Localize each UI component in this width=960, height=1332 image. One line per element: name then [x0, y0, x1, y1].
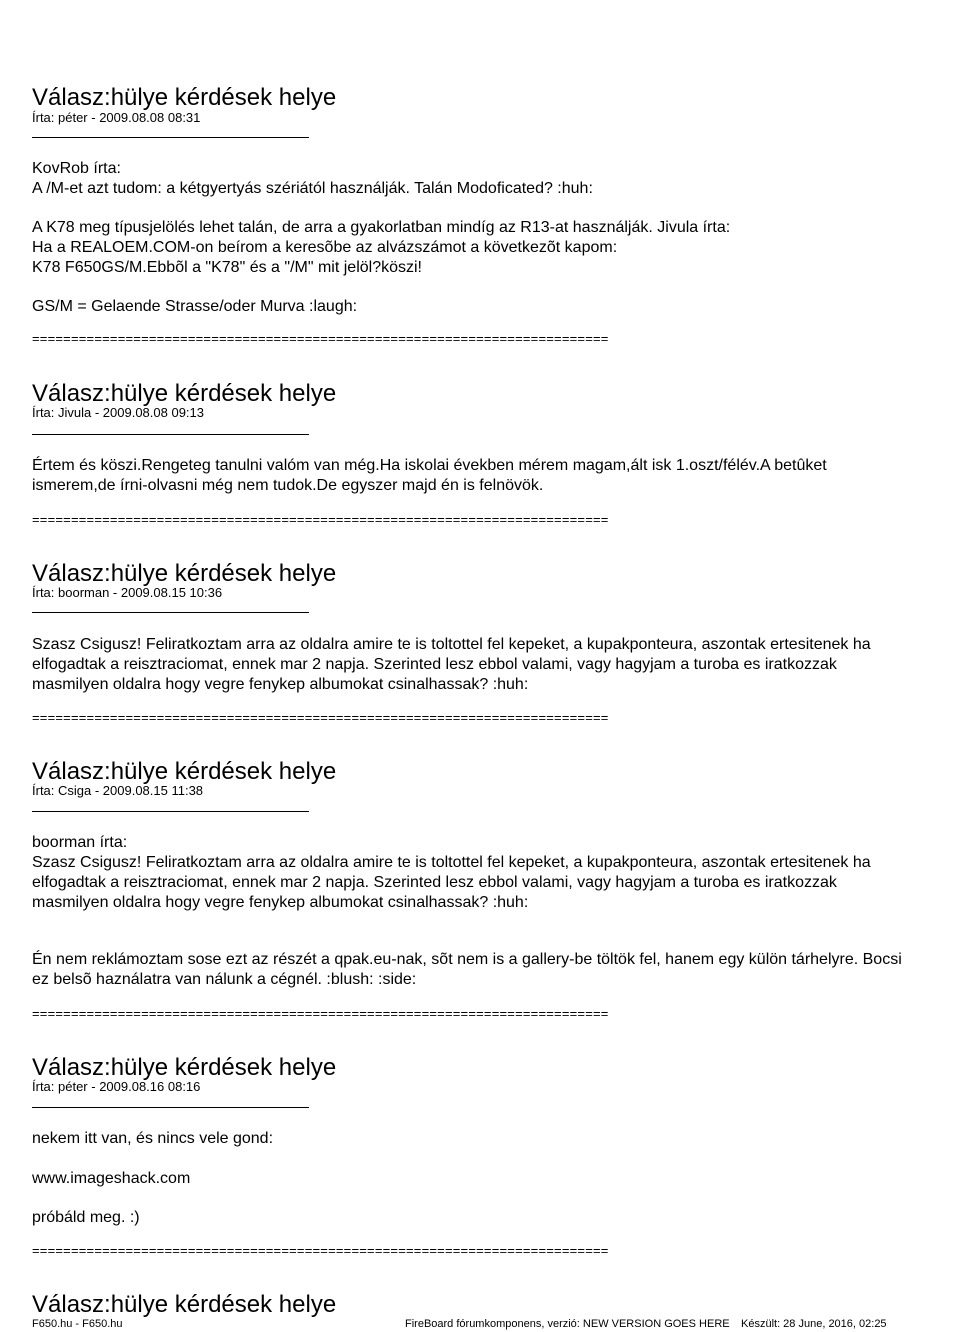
post-meta: Írta: Csiga - 2009.08.15 11:38	[32, 783, 204, 798]
post-separator: ==========================================================================	[32, 331, 609, 346]
post-divider	[32, 434, 309, 435]
post-text-line: Én nem reklámoztam sose ezt az részét a qpak.eu-nak, sõt nem is a gallery-be töltök fel, hanem egy külön tárhelyre. Bocsi	[32, 951, 902, 968]
post-title: Válasz:hülye kérdések helye	[32, 1291, 337, 1318]
post-text-line: elfogadtak a reisztraciomat, ennek mar 2 napja. Szerinted lesz ebbol valami, vagy hagyjam a turoba es iratkozzak	[32, 656, 837, 673]
post-divider	[32, 137, 309, 138]
post-text-line: masmilyen oldalra hogy vegre fenykep albumokat csinalhassak? :huh:	[32, 676, 529, 693]
post-divider	[32, 612, 309, 613]
quote-author: KovRob írta:	[32, 160, 121, 177]
post-separator: ==========================================================================	[32, 1243, 609, 1258]
post-meta: Írta: Jivula - 2009.08.08 09:13	[32, 405, 205, 420]
post-divider	[32, 811, 309, 812]
post-text-line: A /M-et azt tudom: a kétgyertyás szériától használják. Talán Modoficated? :huh:	[32, 180, 593, 197]
post-text-line: GS/M = Gelaende Strasse/oder Murva :laugh:	[32, 298, 358, 315]
post-divider	[32, 1107, 309, 1108]
post-text-line: nekem itt van, és nincs vele gond:	[32, 1130, 274, 1147]
post-text-line: Szasz Csigusz! Feliratkoztam arra az oldalra amire te is toltottel fel kepeket, a kupakponteura, aszontak ertesitenek ha	[32, 854, 871, 871]
post-text-line: próbáld meg. :)	[32, 1209, 140, 1226]
post-text-line: Ha a REALOEM.COM-on beírom a keresõbe az alvázszámot a következõt kapom:	[32, 239, 618, 256]
post-separator: ==========================================================================	[32, 710, 609, 725]
post-text-line: elfogadtak a reisztraciomat, ennek mar 2 napja. Szerinted lesz ebbol valami, vagy hagyjam a turoba es iratkozzak	[32, 874, 837, 891]
post-meta: Írta: péter - 2009.08.16 08:16	[32, 1079, 201, 1094]
post-separator: ==========================================================================	[32, 1006, 609, 1021]
post-text-line: A K78 meg típusjelölés lehet talán, de arra a gyakorlatban mindíg az R13-at használják. Jivula írta:	[32, 219, 731, 236]
post-title: Válasz:hülye kérdések helye	[32, 380, 337, 407]
post-text-line: masmilyen oldalra hogy vegre fenykep albumokat csinalhassak? :huh:	[32, 894, 529, 911]
post-link[interactable]: www.imageshack.com	[32, 1170, 191, 1187]
post-text-line: ismerem,de írni-olvasni még nem tudok.De egyszer majd én is felnövök.	[32, 477, 544, 494]
post-title: Válasz:hülye kérdések helye	[32, 1054, 337, 1081]
post-separator: ==========================================================================	[32, 512, 609, 527]
post-text-line: K78 F650GS/M.Ebbõl a "K78" és a "/M" mit jelöl?köszi!	[32, 259, 422, 276]
post-text-line: Szasz Csigusz! Feliratkoztam arra az oldalra amire te is toltottel fel kepeket, a kupakponteura, aszontak ertesitenek ha	[32, 636, 871, 653]
post-title: Válasz:hülye kérdések helye	[32, 84, 337, 111]
post-meta: Írta: péter - 2009.08.08 08:31	[32, 110, 201, 125]
post-title: Válasz:hülye kérdések helye	[32, 758, 337, 785]
footer-component: FireBoard fórumkomponens, verzió: NEW VERSION GOES HERE	[405, 1318, 730, 1330]
footer-site: F650.hu - F650.hu	[32, 1318, 123, 1330]
post-text-line: ez belsõ haználatra van nálunk a cégnél. :blush: :side:	[32, 971, 417, 988]
footer-generated: Készült: 28 June, 2016, 02:25	[741, 1318, 887, 1330]
post-text-line: Értem és köszi.Rengeteg tanulni valóm van még.Ha iskolai években mérem magam,ált isk 1.oszt/félév.A betûket	[32, 457, 827, 474]
post-meta: Írta: boorman - 2009.08.15 10:36	[32, 585, 223, 600]
post-title: Válasz:hülye kérdések helye	[32, 560, 337, 587]
quote-author: boorman írta:	[32, 834, 128, 851]
